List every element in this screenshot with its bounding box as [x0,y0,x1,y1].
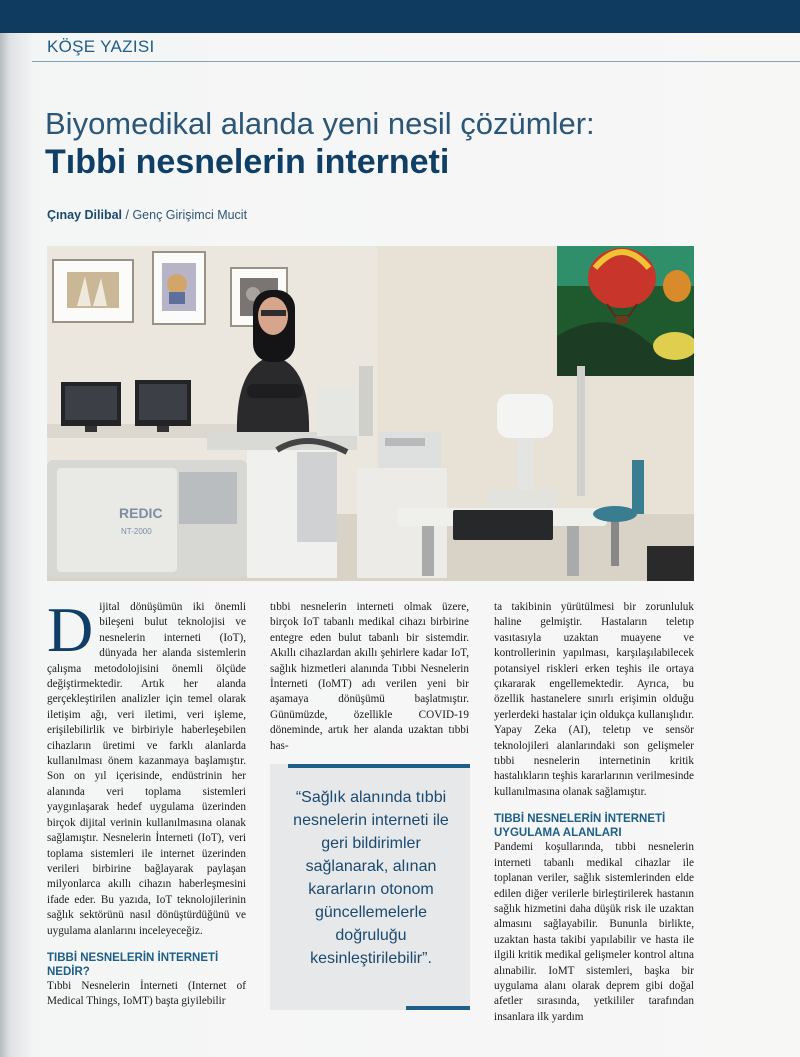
article-title-line2: Tıbbi nesnelerin interneti [45,143,450,181]
article-title-line1: Biyomedikal alanda yeni nesil çözümler: [45,106,595,141]
drop-cap: D [47,594,94,665]
perimeter-device [47,460,247,578]
wall-frame-1 [53,260,133,322]
iomt-definition-paragraph: Tıbbi Nesnelerin İnterneti (Internet of Medical Things, IoMT) başta giyilebilir [47,979,246,1008]
top-color-bar [0,0,800,33]
application-areas-paragraph: Pandemi koşullarında, tıbbi nesnelerin interneti tabanlı medikal cihazlar ile toplanan veriler, sağlık sistemlerinden elde edilen diğer verilerle birleştirilerek hastanın sağlık hizmetini daha düşük risk ile uzaktan almasını sağlayabilir. Bununla birlikte, uzaktan hasta takibi yapılabilir ve hasta ile ilgili kritik medikal gelişmeler kontrol altına alınabilir. IoMT sistemleri, başka bir uygulama alanı olarak deprem gibi doğal afetler sırasında, yetkililer tarafından insanlara ilk yardım [494,841,694,1023]
section-label: KÖŞE YAZISI [47,37,155,56]
heading-what-is-iomt: TIBBİ NESNELERİN İNTERNETİ NEDİR? [47,951,219,978]
column-2-paragraph: tıbbi nesnelerin interneti olmak üzere, birçok IoT tabanlı medikal cihazı birbirine entegre eden bulut tabanlı bir sistemdir. Akıllı cihazlardan akıllı şehirlere kadar IoT, sağlık hizmetleri alanında Tıbbi Nesnelerin İnterneti (IoMT) adı verilen yeni bir aşamaya dönüşümü başlatmıştır. Günümüzde, özellikle COVID-19 döneminde, artık her alanda uzaktan tıbbi has- [270,601,469,752]
device-brand-text: REDIC [119,505,163,521]
author-name: Çınay Dilibal [47,208,123,222]
wall-frame-2 [153,252,205,324]
quote-bottom-bar [406,1006,470,1010]
author-role: / Genç Girişimci Mucit [125,208,248,222]
byline [47,208,247,222]
section-divider [32,61,800,62]
article-photo [47,246,694,581]
intro-paragraph: ijital dönüşümün iki önemli bileşeni bulut teknolojisi ve nesnelerin interneti (IoT), dünyada her alanda sistemlerin çalışma metodolojisini önemli ölçüde değiştirmektedir. Artık her alanda gerçekleştirilen analizler için temel olarak iletişim ağı, veri iletimi, veri işleme, erişilebilirlik ve birbiriyle haberleşebilen cihazların üretimi ve farklı alanlarda kullanılması önem kazanmaya başlamıştır. Son on yıl içerisinde, endüstrinin her alanında veri toplama sistemleri yaygınlaşarak hedef uygulama üzerinden birçok dijital verinin kullanılmasına olanak sağlamıştır. Nesnelerin İnterneti (IoT), veri toplama sistemleri ile internet üzerinden verileri birbirine bağlayarak paylaşan milyonlarca akıllı cihazın haberleşmesini ifade eder. Bu yazıda, IoT teknolojilerinin sağlık sektörünü nasıl dönüştürdüğünü ve uygulama alanlarını inceleyeceğiz. [47,601,246,937]
pull-quote-text: “Sağlık alanında tıbbi nesnelerin interneti ile geri bildirimler sağlanarak, alınan kararların otonom güncellemelerle doğruluğu kesinleştirilebilir”. [293,789,449,967]
pull-quote-box [270,764,470,1010]
column-3-paragraph: ta takibinin yürütülmesi bir zorunluluk haline gelmiştir. Hastaların teletıp vasıtasıyla uzaktan muayene ve kontrollerinin yapılması, karşılaşılabilecek potansiyel riskleri erken teşhis ile ortaya çıkararak engellemektedir. Ayrıca, bu özellik hastanelere sınırlı erişimin olduğu yerlerdeki hastalar için oldukça kullanışlıdır. Yapay Zeka (AI), teletıp ve sensör teknolojileri alanlarındaki son gelişmeler tıbbi nesnelerin internetinin kritik hastalıkların teşhis kararlarının verilmesinde kullanılmasına olanak sağlamıştır. [494,601,694,798]
column-3 [494,600,694,1025]
balloon-painting [557,246,694,376]
heading-application-areas: TIBBİ NESNELERİN İNTERNETİ UYGULAMA ALANLARI [494,813,666,840]
quote-top-bar [288,764,470,768]
column-1 [47,594,246,1010]
device-model-text: NT-2000 [121,527,152,536]
lab-scene-illustration [47,246,694,581]
column-2 [270,600,469,754]
